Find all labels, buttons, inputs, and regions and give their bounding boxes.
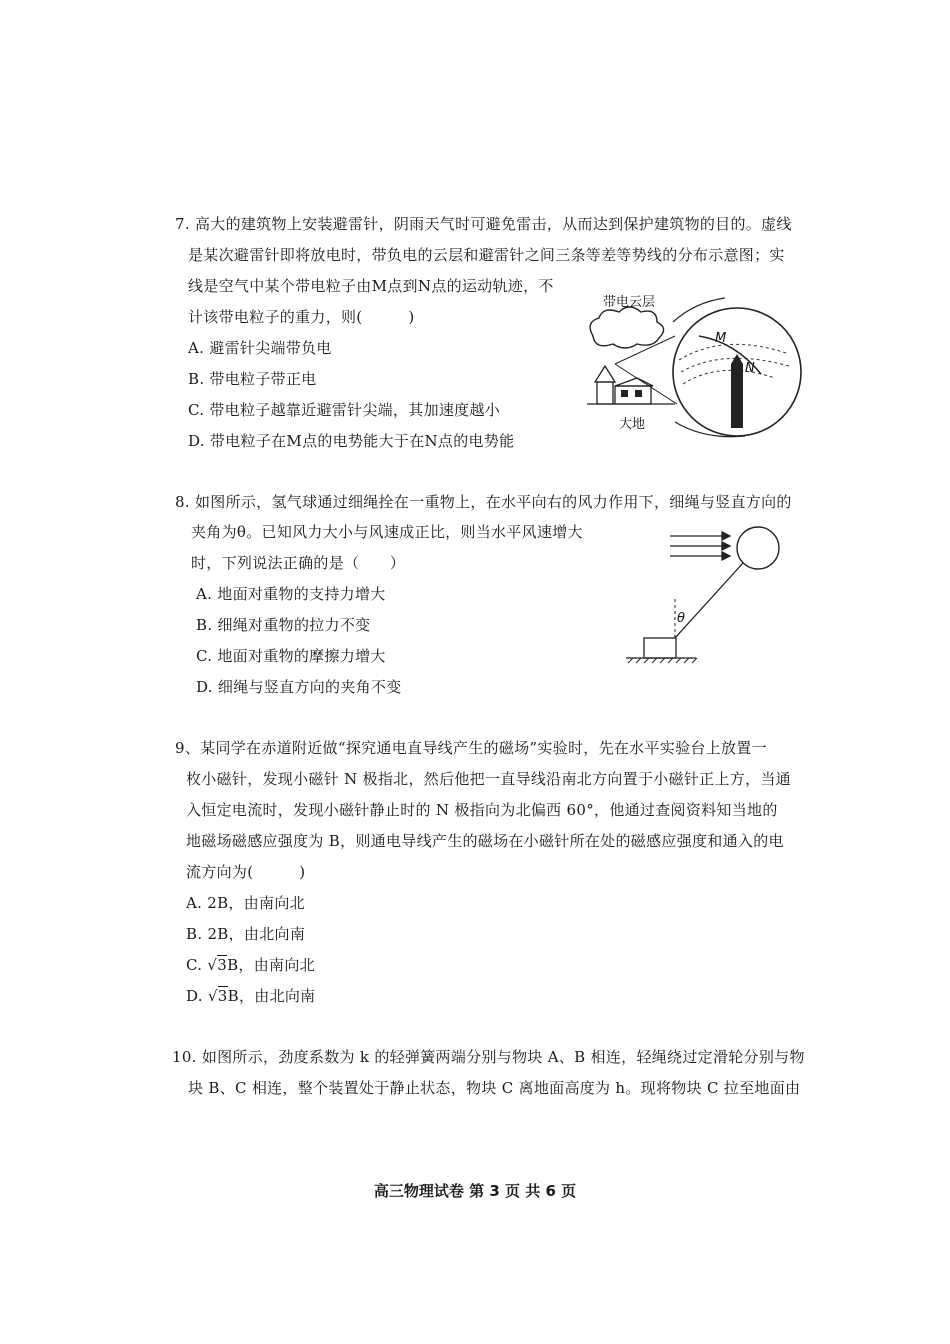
rope-line [675, 563, 743, 638]
balloon-shape [737, 527, 779, 569]
page-footer: 高三物理试卷 第 3 页 共 6 页 [373, 1182, 577, 1200]
sqrt-radicand: 3 [217, 956, 228, 974]
q8-option-d: D. 细绳与竖直方向的夹角不变 [196, 678, 402, 696]
ground-label: 大地 [619, 417, 646, 432]
house-icon [587, 366, 675, 404]
weight-block [644, 638, 676, 658]
q8-line-2: 夹角为θ。已知风力大小与风速成正比，则当水平风速增大 [191, 523, 583, 541]
cloud-label: 带电云层 [603, 295, 656, 310]
q7-line-2: 是某次避雷针即将放电时，带负电的云层和避雷针之间三条等差等势线的分布示意图；实 [188, 246, 785, 264]
q7-line-3: 线是空气中某个带电粒子由M点到N点的运动轨迹，不 [188, 277, 554, 295]
wind-arrows-icon [670, 532, 730, 560]
theta-label: θ [677, 611, 685, 626]
cloud-shape [590, 307, 663, 348]
q7-option-c: C. 带电粒子越靠近避雷针尖端，其加速度越小 [188, 401, 501, 419]
q9-option-a: A. 2B，由南向北 [186, 894, 305, 912]
q8-option-b: B. 细绳对重物的拉力不变 [196, 616, 371, 634]
q8-option-c: C. 地面对重物的摩擦力增大 [196, 647, 386, 665]
q9-option-d [186, 986, 315, 1006]
q7-line-4: 计该带电粒子的重力，则( ) [188, 308, 415, 326]
q7-line-1: 7. 高大的建筑物上安装避雷针，阴雨天气时可避免雷击，从而达到保护建筑物的目的。虚线 [175, 215, 792, 233]
point-n-label: N [745, 361, 755, 376]
q8-option-a: A. 地面对重物的支持力增大 [196, 585, 386, 603]
q9-option-b: B. 2B，由北向南 [186, 925, 306, 943]
q7-option-d: D. 带电粒子在M点的电势能大于在N点的电势能 [188, 432, 515, 450]
q9-line-1: 9、某同学在赤道附近做“探究通电直导线产生的磁场”实验时，先在水平实验台上放置一 [175, 739, 767, 757]
q7-option-a: A. 避雷针尖端带负电 [188, 339, 332, 357]
q8-balloon-figure [620, 522, 800, 668]
q9-line-4: 地磁场磁感应强度为 B，则通电导线产生的磁场在小磁针所在处的磁感应强度和通入的电 [186, 832, 784, 850]
q9-option-d-text: D. √3B，由北向南 [186, 987, 316, 1005]
q10-line-1: 10. 如图所示，劲度系数为 k 的轻弹簧两端分别与物块 A、B 相连，轻绳绕过定滑轮分别与物 [172, 1048, 805, 1066]
q7-lightning-rod-figure [575, 292, 815, 440]
sqrt-symbol: √ [207, 987, 218, 1005]
q8-line-1: 8. 如图所示，氢气球通过细绳拴在一重物上，在水平向右的风力作用下，细绳与竖直方向的 [175, 493, 792, 511]
q9-line-2: 枚小磁针，发现小磁针 N 极指北，然后他把一直导线沿南北方向置于小磁针正上方，当通 [186, 770, 791, 788]
q9-line-5: 流方向为( ) [186, 863, 306, 881]
point-m-label: M [715, 331, 727, 346]
q9-option-c-text: C. √3B，由南向北 [186, 956, 315, 974]
q7-option-b: B. 带电粒子带正电 [188, 370, 317, 388]
q8-line-3: 时，下列说法正确的是（ ） [191, 554, 406, 572]
q9-option-c [186, 955, 315, 975]
sqrt-radicand: 3 [217, 987, 228, 1005]
q10-line-2: 块 B、C 相连，整个装置处于静止状态，物块 C 离地面高度为 h。现将物块 C 拉至地面由 [188, 1079, 801, 1097]
sqrt-symbol: √ [207, 956, 218, 974]
lightning-rod-icon [731, 354, 743, 428]
q9-line-3: 入恒定电流时，发现小磁针静止时的 N 极指向为北偏西 60°，他通过查阅资料知当地的 [186, 801, 778, 819]
